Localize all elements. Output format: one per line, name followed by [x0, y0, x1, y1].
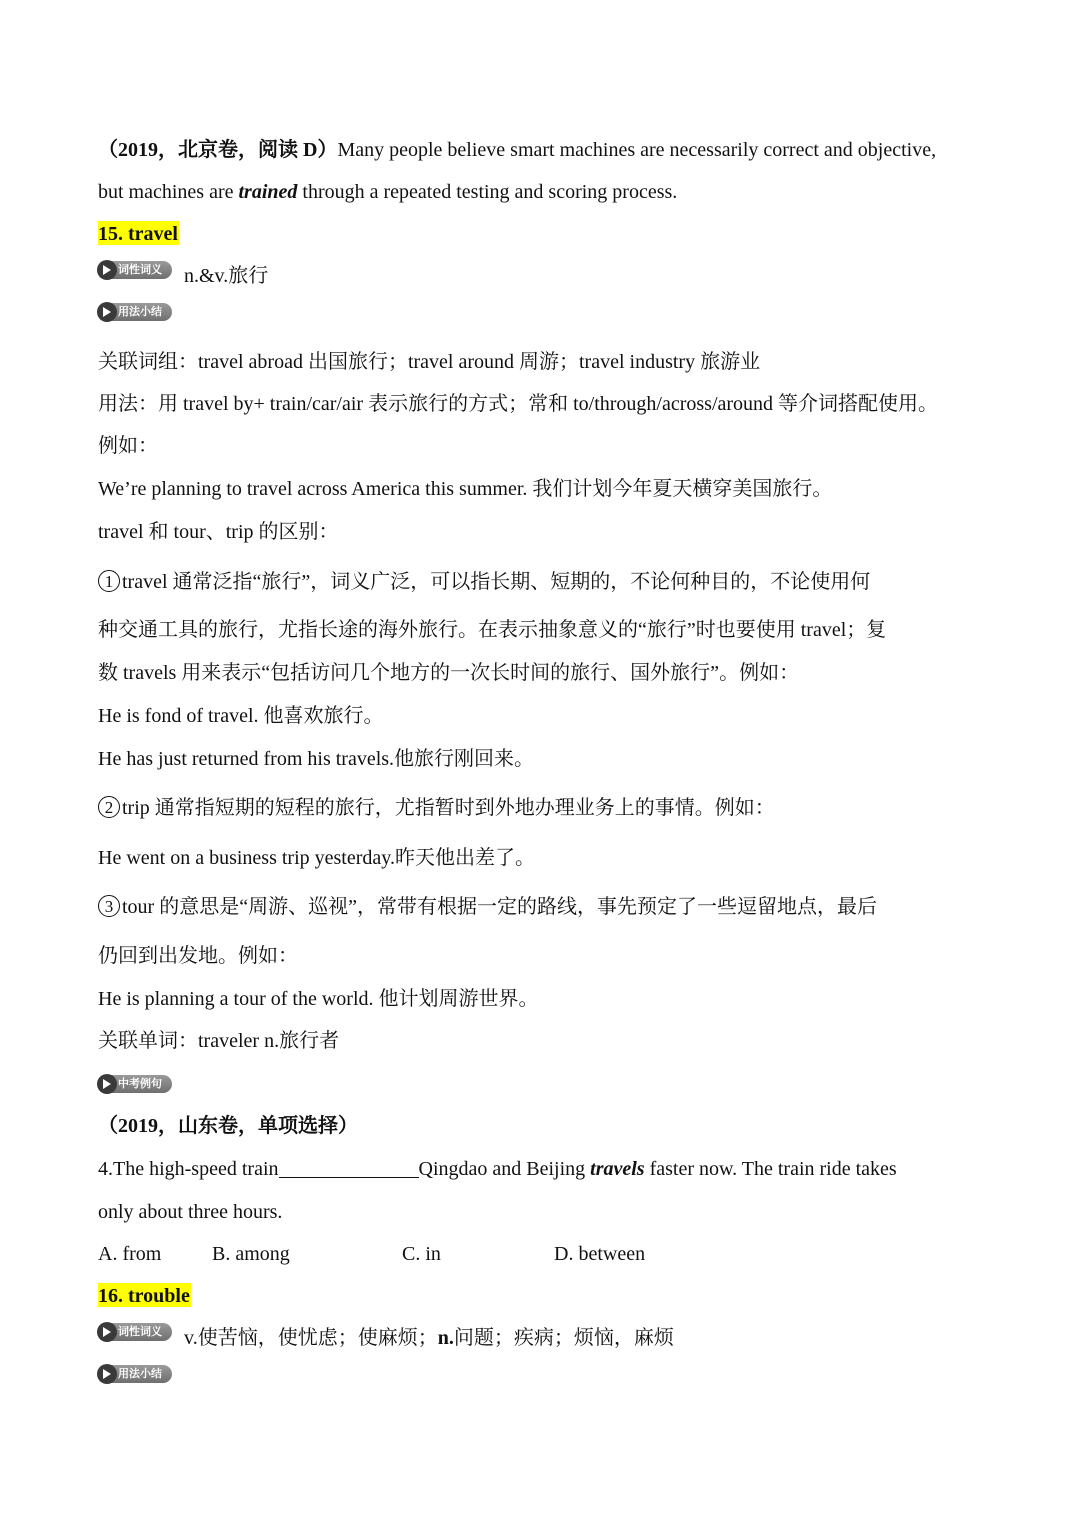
option-a: A. from	[98, 1243, 162, 1265]
badge-label: 中考例句	[98, 1075, 172, 1093]
point-3-line-1	[98, 893, 877, 921]
usage-text: 用法：用 travel by+ train/car/air 表示旅行的方式；常和 to/through/across/around 等介词搭配使用。	[98, 393, 939, 415]
question-text-part: Qingdao and Beijing	[418, 1158, 591, 1180]
badge-label: 用法小结	[98, 303, 172, 321]
related-phrases: 关联词组：travel abroad 出国旅行；travel around 周游；travel industry 旅游业	[98, 351, 761, 373]
sentence-text: through a repeated testing and scoring process.	[297, 181, 678, 203]
badge-label: 词性词义	[98, 1323, 172, 1341]
pos-meaning-16	[184, 1324, 674, 1352]
question-source	[98, 1112, 358, 1140]
example-sentence-2: We’re planning to travel across America this summer. 我们计划今年夏天横穿美国旅行。	[98, 478, 833, 500]
meaning-text: 问题；疾病；烦恼，麻烦	[453, 1327, 674, 1349]
related-word: 关联单词：traveler n.旅行者	[98, 1030, 340, 1052]
pos-meaning-15: n.&v.旅行	[184, 265, 269, 287]
example-sentence-3: He is fond of travel. 他喜欢旅行。	[98, 705, 384, 727]
answer-blank	[279, 1157, 419, 1178]
source-label: （2019，北京卷，阅读 D）	[98, 139, 338, 161]
badge-usage-summary	[98, 302, 172, 322]
point-text: travel 通常泛指“旅行”，词义广泛，可以指长期、短期的，不论何种目的，不论使用何	[122, 571, 871, 593]
circled-number-2: 2	[98, 796, 120, 818]
badge-pos-meaning	[98, 260, 172, 280]
meaning-text: v.使苦恼，使忧虑；使麻烦；	[184, 1327, 438, 1349]
point-3-line-2: 仍回到出发地。例如：	[98, 945, 298, 967]
point-2	[98, 794, 775, 822]
circled-number-1: 1	[98, 570, 120, 592]
point-text: trip 通常指短期的短程的旅行，尤指暂时到外地办理业务上的事情。例如：	[122, 797, 775, 819]
badge-label: 词性词义	[98, 261, 172, 279]
entry-heading-16	[98, 1282, 191, 1310]
entry-title: 16. trouble	[98, 1285, 190, 1307]
point-1-line-1	[98, 568, 870, 596]
option-b: B. among	[212, 1243, 290, 1265]
question-text-cont: only about three hours.	[98, 1201, 283, 1223]
example-sentence-4: He has just returned from his travels.他旅行刚回来。	[98, 748, 535, 770]
badge-usage-summary	[98, 1364, 172, 1384]
question-text	[98, 1155, 897, 1183]
sentence-text: but machines are	[98, 181, 239, 203]
example-sentence-1-cont	[98, 178, 677, 206]
sentence-text: Many people believe smart machines are necessarily correct and objective,	[337, 139, 937, 161]
source-label: （2019，山东卷，单项选择）	[98, 1115, 358, 1137]
difference-heading: travel 和 tour、trip 的区别：	[98, 521, 339, 543]
option-d: D. between	[554, 1243, 646, 1265]
example-sentence-6: He is planning a tour of the world. 他计划周游世界。	[98, 988, 539, 1010]
badge-pos-meaning	[98, 1322, 172, 1342]
pos-label: n.	[437, 1327, 454, 1349]
circled-number-3: 3	[98, 895, 120, 917]
highlighted-word: trained	[238, 181, 298, 203]
point-1-line-2: 种交通工具的旅行，尤指长途的海外旅行。在表示抽象意义的“旅行”时也要使用 travel；复	[98, 619, 887, 641]
example-sentence-5: He went on a business trip yesterday.昨天他出差了。	[98, 847, 535, 869]
entry-title: 15. travel	[98, 223, 178, 245]
entry-heading-15	[98, 220, 179, 248]
point-text: tour 的意思是“周游、巡视”，常带有根据一定的路线，事先预定了一些逗留地点，最后	[122, 896, 877, 918]
question-text-part: 4.The high-speed train	[98, 1158, 279, 1180]
point-1-line-3: 数 travels 用来表示“包括访问几个地方的一次长时间的旅行、国外旅行”。例如：	[98, 662, 800, 684]
example-sentence-1	[98, 136, 936, 164]
option-c: C. in	[402, 1243, 441, 1265]
for-example-label: 例如：	[98, 435, 158, 457]
badge-exam-example	[98, 1074, 172, 1094]
badge-label: 用法小结	[98, 1365, 172, 1383]
highlighted-word: travels	[590, 1158, 645, 1180]
question-text-part: faster now. The train ride takes	[644, 1158, 897, 1180]
